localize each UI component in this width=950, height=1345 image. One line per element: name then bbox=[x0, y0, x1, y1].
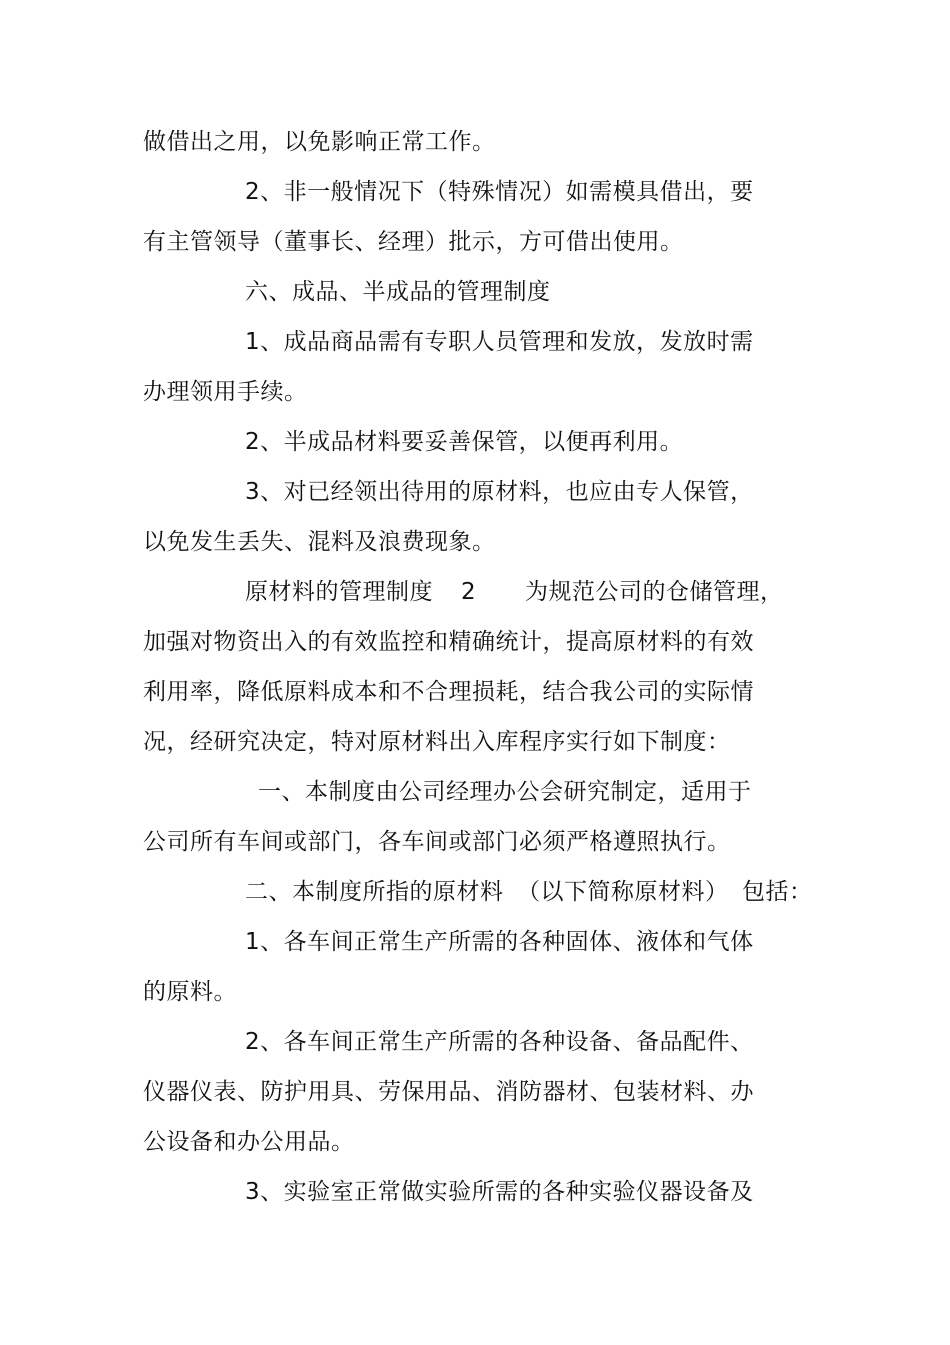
text-line: 包括： bbox=[742, 879, 813, 905]
text-line: （以下简称原材料） bbox=[517, 879, 729, 905]
text-line: 利用率，降低原料成本和不合理损耗，结合我公司的实际情 bbox=[143, 679, 754, 705]
text-line: 办理领用手续。 bbox=[143, 379, 308, 405]
text-line: 一、本制度由公司经理办公会研究制定，适用于 bbox=[258, 779, 752, 805]
section-heading: 六、成品、半成品的管理制度 bbox=[245, 279, 551, 305]
text-line: 2、非一般情况下（特殊情况）如需模具借出，要 bbox=[245, 179, 754, 205]
text-line: 加强对物资出入的有效监控和精确统计，提高原材料的有效 bbox=[143, 629, 754, 655]
text-line: 仪器仪表、防护用具、劳保用品、消防器材、包装材料、办 bbox=[143, 1079, 754, 1105]
text-line: 为规范公司的仓储管理， bbox=[525, 579, 784, 605]
section-heading: 二、本制度所指的原材料 bbox=[245, 879, 504, 905]
text-line: 有主管领导（董事长、经理）批示，方可借出使用。 bbox=[143, 229, 684, 255]
text-line: 做借出之用，以免影响正常工作。 bbox=[143, 129, 496, 155]
document-number: 2 bbox=[461, 579, 477, 605]
text-line: 1、各车间正常生产所需的各种固体、液体和气体 bbox=[245, 929, 754, 955]
text-line: 以免发生丢失、混料及浪费现象。 bbox=[143, 529, 496, 555]
text-line: 2、各车间正常生产所需的各种设备、备品配件、 bbox=[245, 1029, 754, 1055]
document-title: 原材料的管理制度 bbox=[245, 579, 433, 605]
text-line: 1、成品商品需有专职人员管理和发放，发放时需 bbox=[245, 329, 754, 355]
text-line: 3、对已经领出待用的原材料，也应由专人保管， bbox=[245, 479, 754, 505]
text-line: 况，经研究决定，特对原材料出入库程序实行如下制度： bbox=[143, 729, 731, 755]
text-line: 公设备和办公用品。 bbox=[143, 1129, 355, 1155]
text-line: 3、实验室正常做实验所需的各种实验仪器设备及 bbox=[245, 1179, 754, 1205]
text-line: 2、半成品材料要妥善保管，以便再利用。 bbox=[245, 429, 684, 455]
text-line: 的原料。 bbox=[143, 979, 237, 1005]
text-line: 公司所有车间或部门，各车间或部门必须严格遵照执行。 bbox=[143, 829, 731, 855]
